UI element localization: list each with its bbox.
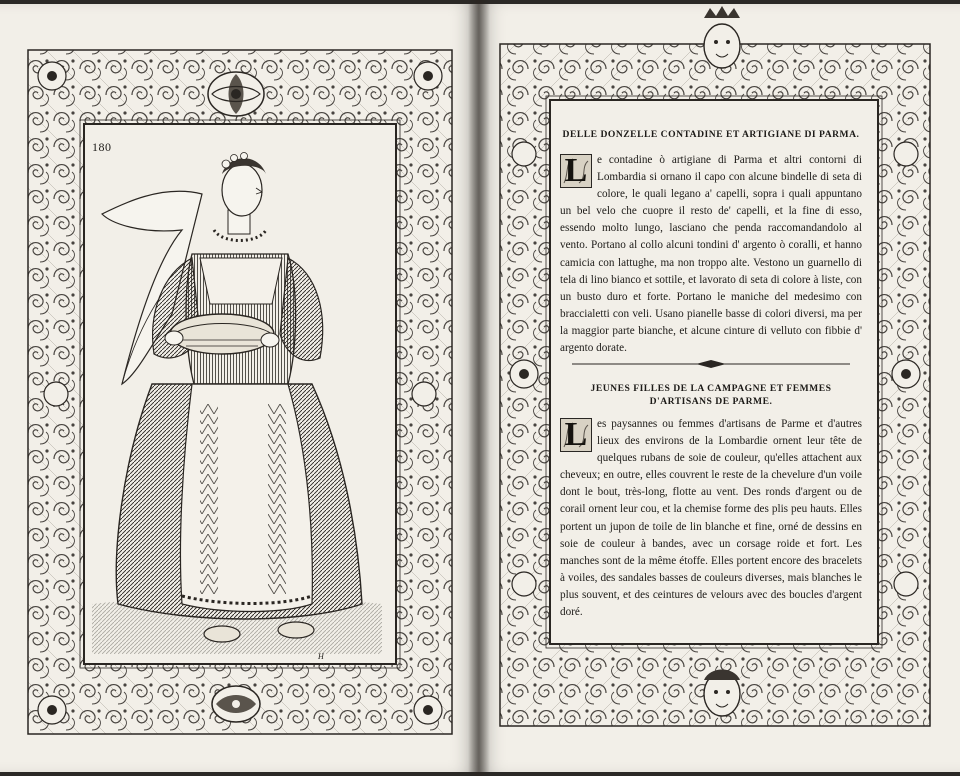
page-number: 180 [92,140,112,154]
crown-mask-ornament [704,6,740,68]
bottom-rosette-ornament [212,686,260,722]
woman-costume-engraving [82,134,392,664]
italian-title: DELLE DONZELLE CONTADINE ET ARTIGIANE DI PARMA. [562,129,860,140]
french-title: JEUNES FILLES DE LA CAMPAGNE ET FEMMES D'ARTISANS DE PARME. [590,383,832,407]
book-gutter [468,0,490,776]
french-body: es paysannes ou femmes d'artisans de Parme et d'autres lieux des environs de la Lombardie ornent leur tête de quelques rubans de soie de couleur, qu'elles attachent aux cheveux; en outre, elles couvrent le reste de la chevelure d'un voile dont le bout, très-long, flotte au vent. Des ronds d'argent ou de corail ornent leur cou, et la chemise forme des plis peu hauts. Elles portent un jupon de toile de lin blanche et fine, orné de dessins en soie de couleur à bandes, avec un corsage roide et fort. Les manches sont de la même étoffe. Elles portent encore des bracelets à voiles, des sandales basses de couleurs diverses, mais blanches le plus souvent, et des ceintures de velours avec des boucles d'argent doré. [560,418,862,619]
head [222,164,262,216]
left-page [0,4,478,772]
top-rosette-ornament [208,72,264,116]
bottom-mask-ornament [704,670,740,717]
engraver-mark: H [318,652,324,661]
italian-body: e contadine ò artigiane di Parma et altri contorni di Lombardia si ornano il capo con alcune bindelle di seta di colore, le quali legano a' capelli, sopra i quali appuntano un bel velo che cuopre il resto de' capelli, et la fine di esso, essendo molto lungo, lasciano che penda raccomandandolo al vento. Portano al collo alcuni tondini d' argento ò coralli, et hanno camicia con lattughe, ma non troppo alte. Vestono un guarnello di tela di lino bianco et sottile, et lavorato di seta di colore à liste, con un busto duro et forte. Portano le maniche del medesimo con braccialetti con veli. Usano pianelle basse di colori diversi, ma per la maggior parte bianche, et alcune cinture di velluto con fibbie d' argento dorate. [560,154,862,355]
french-paragraph [560,416,862,621]
text-panel [560,120,862,640]
basket [170,314,274,354]
french-drop-cap: L [560,418,592,452]
italian-paragraph [560,152,862,357]
italian-drop-cap: L [560,154,592,188]
section-divider [572,360,850,368]
